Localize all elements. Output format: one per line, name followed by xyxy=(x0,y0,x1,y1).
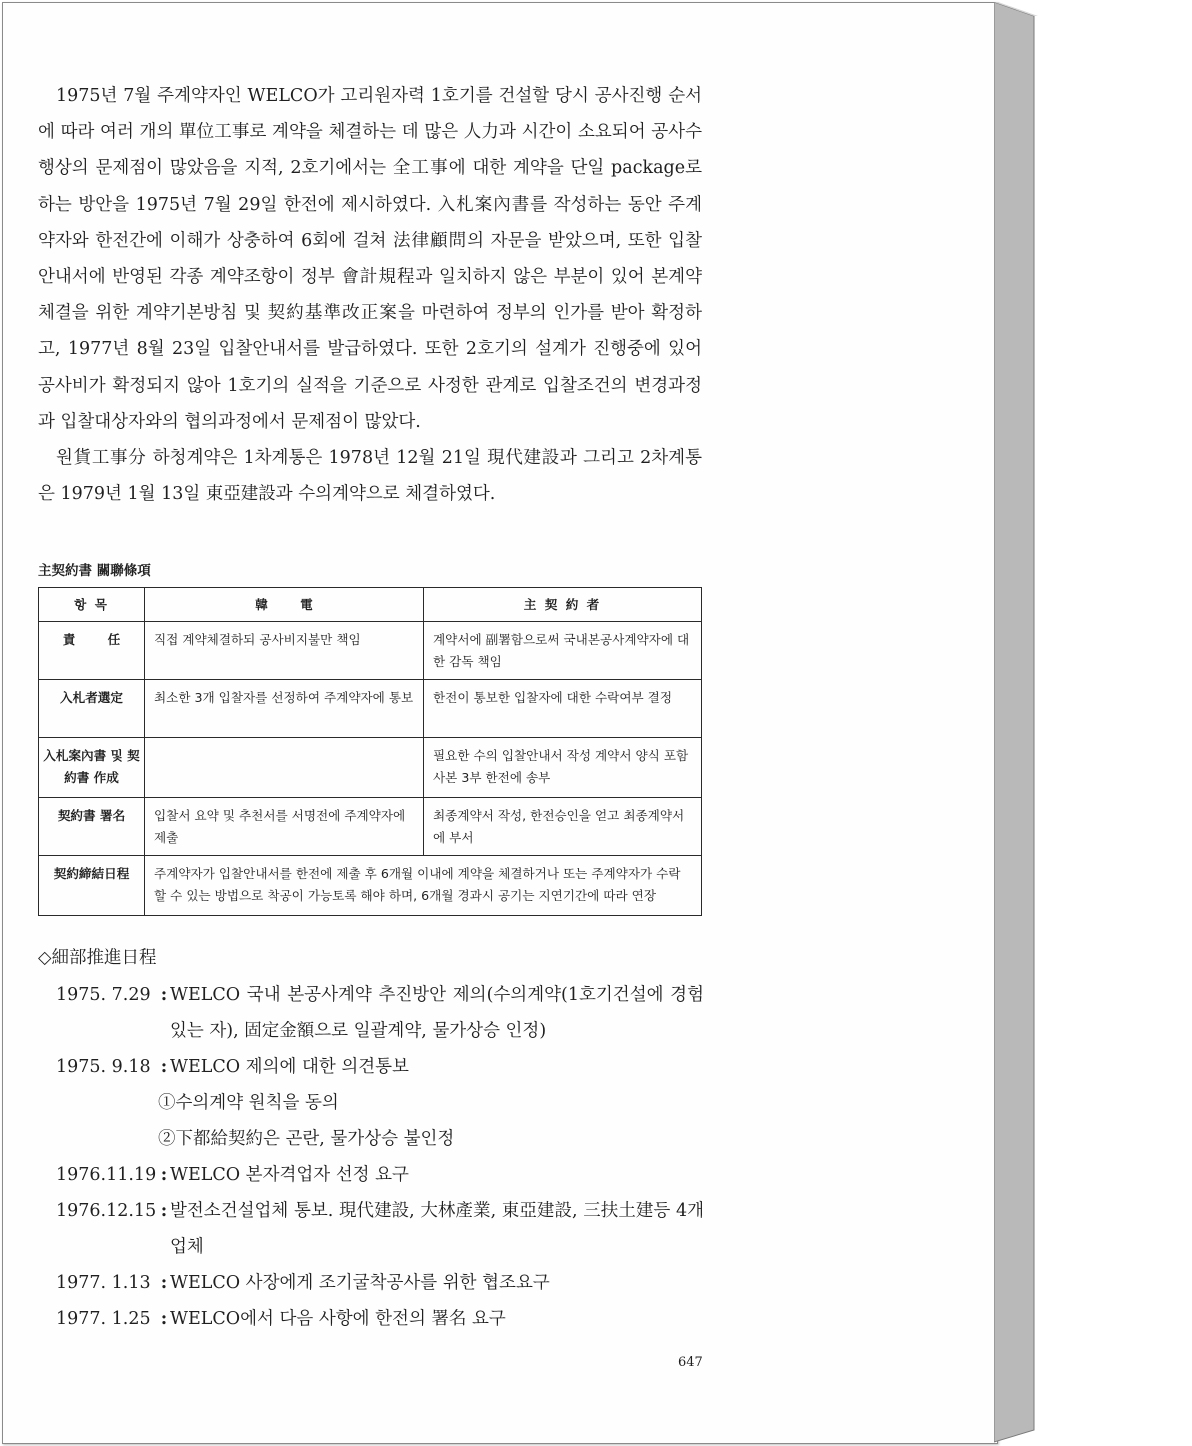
schedule-entry: 1977. 1.13 : WELCO 사장에게 조기굴착공사를 위한 협조요구 xyxy=(56,1265,704,1301)
row-header: 入札者選定 xyxy=(39,680,145,738)
schedule-text: WELCO 본자격업자 선정 요구 xyxy=(170,1165,409,1185)
table-cell xyxy=(145,738,424,798)
schedule-sub-item: ②下都給契約은 곤란, 물가상승 불인정 xyxy=(158,1129,455,1149)
table-cell: 최소한 3개 입찰자를 선정하여 주계약자에 통보 xyxy=(145,680,424,738)
table-cell: 입찰서 요약 및 추천서를 서명전에 주계약자에 제출 xyxy=(145,798,424,856)
table-row xyxy=(39,856,702,916)
table-cell: 한전이 통보한 입찰자에 대한 수락여부 결정 xyxy=(424,680,702,738)
schedule-date: 1977. 1.25 xyxy=(56,1309,151,1329)
table-row xyxy=(39,680,702,738)
schedule-date: 1975. 9.18 xyxy=(56,1057,151,1077)
paragraph: 원貨工事分 하청계약은 1차계통은 1978년 12월 21일 現代建設과 그리고 2차계통은 1979년 1월 13일 東亞建設과 수의계약으로 체결하였다. xyxy=(38,448,702,505)
schedule-text: WELCO 국내 본공사계약 추진방안 제의(수의계약(1호기건설에 경험있는 자), 固定金額으로 일괄계약, 물가상승 인정) xyxy=(170,985,704,1041)
schedule-text: WELCO 사장에게 조기굴착공사를 위한 협조요구 xyxy=(170,1273,550,1293)
table-row xyxy=(39,622,702,680)
schedule-sub-item: ①수의계약 원칙을 동의 xyxy=(158,1093,339,1113)
schedule-entry: 1975. 9.18 : WELCO 제의에 대한 의견통보 xyxy=(56,1049,704,1085)
page-stack-edge xyxy=(994,2,1042,1442)
page-number: 647 xyxy=(678,1355,703,1370)
schedule-heading: ◇細部推進日程 xyxy=(38,948,157,968)
paragraph: 1975년 7월 주계약자인 WELCO가 고리원자력 1호기를 건설할 당시 공사진행 순서에 따라 여러 개의 單位工事로 계약을 체결하는 데 많은 人力과 시간이 소요되어 공사수행상의 문제점이 많았음을 지적, 2호기에서는 全工事에 대한 계약을 단일 package로 하는 방안을 1975년 7월 29일 한전에 제시하였다. 入札案內書를 작성하는 동안 주계약자와 한전간에 이해가 상충하여 6회에 걸쳐 法律顧問의 자문을 받았으며, 또한 입찰안내서에 반영된 각종 계약조항이 정부 會計規程과 일치하지 않은 부분이 있어 본계약체결을 위한 계약기본방침 및 契約基準改正案을 마련하여 정부의 인가를 받아 확정하고, 1977년 8월 23일 입찰안내서를 발급하였다. 또한 2호기의 설계가 진행중에 있어 공사비가 확정되지 않아 1호기의 실적을 기준으로 사정한 관계로 입찰조건의 변경과정과 입찰대상자와의 협의과정에서 문제점이 많았다. xyxy=(38,86,702,432)
contract-clauses-table xyxy=(38,587,702,916)
row-header: 入札案內書 및 契約書 作成 xyxy=(39,738,145,798)
column-header: 항 목 xyxy=(39,588,145,622)
table-row xyxy=(39,798,702,856)
schedule-date: 1976.12.15 xyxy=(56,1201,157,1221)
row-header: 契約書 署名 xyxy=(39,798,145,856)
schedule-date: 1975. 7.29 xyxy=(56,985,151,1005)
row-header: 責 任 xyxy=(39,622,145,680)
table-cell: 주계약자가 입찰안내서를 한전에 제출 후 6개월 이내에 계약을 체결하거나 또는 주계약자가 수락할 수 있는 방법으로 착공이 가능토록 해야 하며, 6개월 경과시 공기는 지연기간에 따라 연장 xyxy=(145,856,702,916)
row-header: 契約締結日程 xyxy=(39,856,145,916)
table-header-row xyxy=(39,588,702,622)
table-title: 主契約書 關聯條項 xyxy=(38,563,151,579)
schedule-date: 1977. 1.13 xyxy=(56,1273,151,1293)
schedule-text: WELCO 제의에 대한 의견통보 xyxy=(170,1057,409,1077)
table-cell: 최종계약서 작성, 한전승인을 얻고 최종계약서에 부서 xyxy=(424,798,702,856)
schedule-text: WELCO에서 다음 사항에 한전의 署名 요구 xyxy=(170,1309,506,1329)
table-cell: 필요한 수의 입찰안내서 작성 계약서 양식 포함 사본 3부 한전에 송부 xyxy=(424,738,702,798)
schedule-entry: 1975. 7.29 : WELCO 국내 본공사계약 추진방안 제의(수의계약(1호기건설에 경험있는 자), 固定金額으로 일괄계약, 물가상승 인정) xyxy=(56,977,704,1049)
schedule-entry: 1977. 1.25 : WELCO에서 다음 사항에 한전의 署名 요구 xyxy=(56,1301,704,1337)
schedule-entry: 1976.12.15 : 발전소건설업체 통보. 現代建設, 大林產業, 東亞建設, 三扶土建등 4개업체 xyxy=(56,1193,704,1265)
schedule-text: 발전소건설업체 통보. 現代建設, 大林產業, 東亞建設, 三扶土建등 4개업체 xyxy=(170,1201,704,1257)
table-row xyxy=(39,738,702,798)
column-header: 主 契 約 者 xyxy=(424,588,702,622)
table-cell: 직접 계약체결하되 공사비지불만 책임 xyxy=(145,622,424,680)
table-cell: 계약서에 副署함으로써 국내본공사계약자에 대한 감독 책임 xyxy=(424,622,702,680)
column-header: 韓 電 xyxy=(145,588,424,622)
schedule-entry: 1976.11.19 : WELCO 본자격업자 선정 요구 xyxy=(56,1157,704,1193)
schedule-date: 1976.11.19 xyxy=(56,1165,157,1185)
schedule-list xyxy=(56,977,704,1337)
body-text xyxy=(38,78,702,512)
